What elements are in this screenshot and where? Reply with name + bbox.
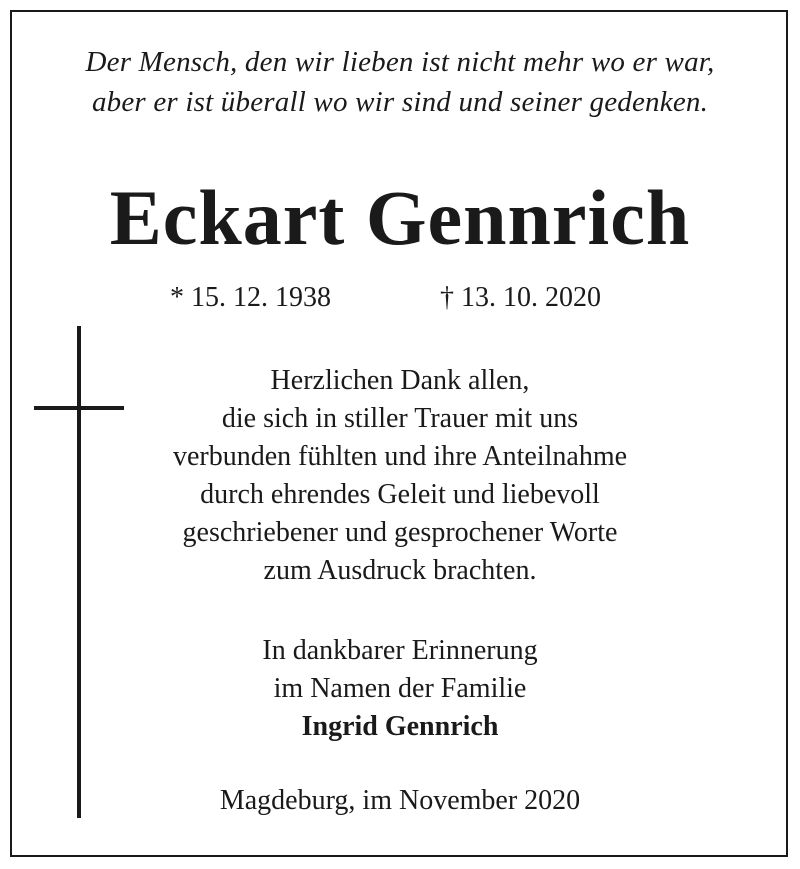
thanks-line: die sich in stiller Trauer mit uns bbox=[221, 403, 579, 434]
birth-date: * 15. 12. 1938 bbox=[170, 282, 331, 313]
signoff-line-2: im Namen der Familie bbox=[273, 673, 527, 704]
signer-name: Ingrid Gennrich bbox=[301, 711, 499, 742]
thanks-line: Herzlichen Dank allen, bbox=[270, 365, 530, 396]
thanks-line: zum Ausdruck brachten. bbox=[263, 555, 537, 586]
life-dates bbox=[0, 280, 800, 316]
place-and-date: Magdeburg, im November 2020 bbox=[219, 785, 581, 816]
death-date: † 13. 10. 2020 bbox=[440, 282, 601, 313]
thanks-line: verbunden fühlten und ihre Anteilnahme bbox=[172, 441, 628, 472]
motto-line-1: Der Mensch, den wir lieben ist nicht mehr wo er war, bbox=[85, 46, 715, 78]
motto-quote bbox=[0, 42, 800, 122]
thanks-line: geschriebener und gesprochener Worte bbox=[182, 517, 618, 548]
signoff-line-1: In dankbarer Erinnerung bbox=[262, 635, 538, 666]
deceased-name: Eckart Gennrich bbox=[109, 174, 691, 261]
thanks-text bbox=[0, 362, 800, 590]
signoff bbox=[0, 632, 800, 746]
motto-line-2: aber er ist überall wo wir sind und seiner gedenken. bbox=[91, 86, 709, 118]
thanks-line: durch ehrendes Geleit und liebevoll bbox=[200, 479, 600, 510]
